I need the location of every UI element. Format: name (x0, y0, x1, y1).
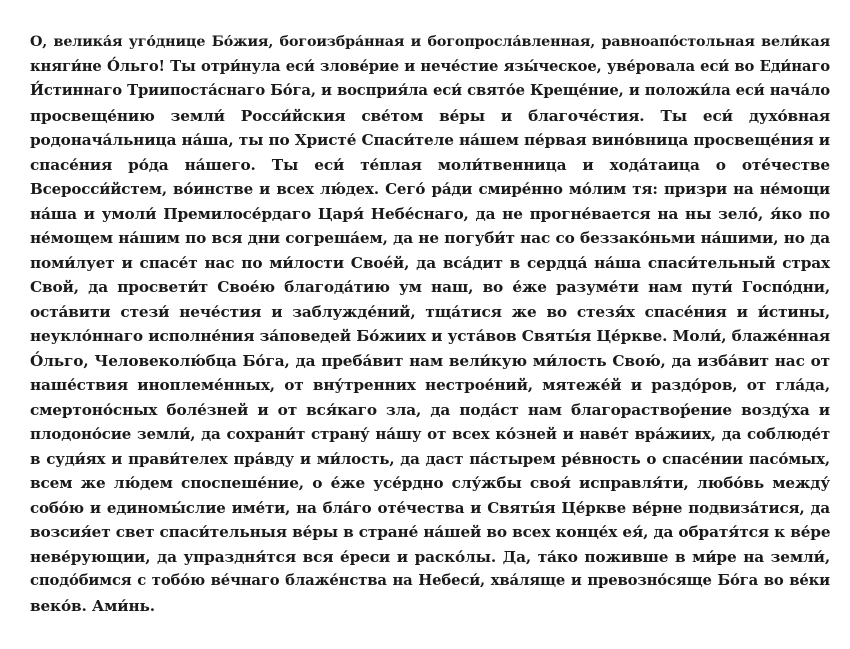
prayer-text (30, 30, 830, 618)
prayer-line: возсия́ет свет спаси́тельныя ве́ры в стране́ на́шей во всех конце́х ея́, да обратя́тся к ве́ре (30, 523, 831, 541)
prayer-line: собо́ю и единомы́слие име́ти, на бла́го оте́чества и Святы́я Це́ркве ве́рне подвиза́тися, да (30, 498, 830, 517)
prayer-line: плодоно́сие земли́, да сохрани́т страну́ на́шу от всех ко́зней и наве́т вра́жиих, да соблюде́т (30, 425, 830, 443)
prayer-line: всем же лю́дем споспеше́ние, о е́же усе́рдно слу́жбы своя́ исправля́ти, любо́вь между́ (30, 474, 830, 492)
prayer-line: И́стиннаго Триипоста́снаго Бо́га, и восприя́ла еси́ свято́е Креще́ние, и положи́ла еси́ нача́ло (30, 82, 830, 99)
prayer-line: неве́рующии, да упраздня́тся вся е́реси и раско́лы. Да, та́ко поживше в ми́ре на земли́, (30, 547, 830, 566)
prayer-line: сподо́бимся с тобо́ю ве́чнаго блаже́нства на Небеси́, хва́ляще и превозно́сяще Бо́га во ве́ки (30, 572, 830, 589)
prayer-line: О́льго, Человеколю́бца Бо́га, да преба́вит нам вели́кую ми́лость Свою́, да изба́вит нас от (30, 351, 830, 370)
prayer-line: Всеросси́йстем, во́инстве и всех лю́дех. Сего́ ра́ди смире́нно мо́лим тя: призри на не́мощи (30, 180, 830, 198)
prayer-line: неукло́ннаго исполне́ния за́поведей Бо́жиих и уста́вов Святы́я Це́ркве. Моли́, блаже́нная (30, 327, 830, 345)
prayer-line: на́ша и умоли́ Премилосе́рдаго Царя́ Небе́снаго, да не прогне́вается на ны зело́, я́ко по (30, 204, 830, 223)
prayer-line: Свой, да просвети́т Свое́ю благода́тию ум наш, во е́же разуме́ти нам пути́ Госпо́дни, (30, 278, 830, 296)
prayer-line-final: веко́в. Ами́нь. (30, 596, 155, 615)
prayer-line: просвеще́нию земли́ Росси́йския све́том ве́ры и благоче́стия. Ты еси́ духо́вная (30, 106, 830, 125)
prayer-line: княги́не О́льго! Ты отри́нула еси́ злове́рие и нече́стие язы́ческое, уве́ровала еси́ во Еди́наго (30, 57, 830, 75)
prayer-line: не́мощем на́шим по вся дни согреша́ем, да не погуби́т нас со беззако́ньми на́шими, но да (30, 229, 830, 247)
prayer-line: смертоно́сных боле́зней и от вся́каго зла, да пода́ст нам благораствор́ение возду́ха и (30, 400, 830, 419)
prayer-line: О, велика́я уго́днице Бо́жия, богоизбра́нная и богопросла́вленная, равноапо́стольная вели́кая (30, 34, 830, 50)
prayer-line: поми́лует и спасе́т нас по ми́лости Своéй, да вса́дит в сердца́ на́ша спаси́тельный страх (30, 253, 830, 272)
prayer-line: спасе́ния ро́да на́шего. Ты еси́ те́плая моли́твенница и хода́таица о оте́честве (30, 155, 830, 174)
prayer-line: наше́ствия иноплеме́нных, от вну́тренних нестрое́ний, мятеже́й и раздо́ров, от гла́да, (30, 376, 830, 394)
prayer-line: родонача́льница на́ша, ты по Христе́ Спаси́теле на́шем пе́рвая вино́вница просвеще́ния и (30, 131, 830, 149)
prayer-line: оста́вити стези́ нече́стия и заблужде́ний, тща́тися же во стезя́х спасе́ния и и́стины, (30, 302, 830, 321)
prayer-line: в суди́ях и прави́телех пра́вду и ми́лость, да даст па́стырем ре́вность о спасе́нии пасо́мых, (30, 449, 830, 468)
